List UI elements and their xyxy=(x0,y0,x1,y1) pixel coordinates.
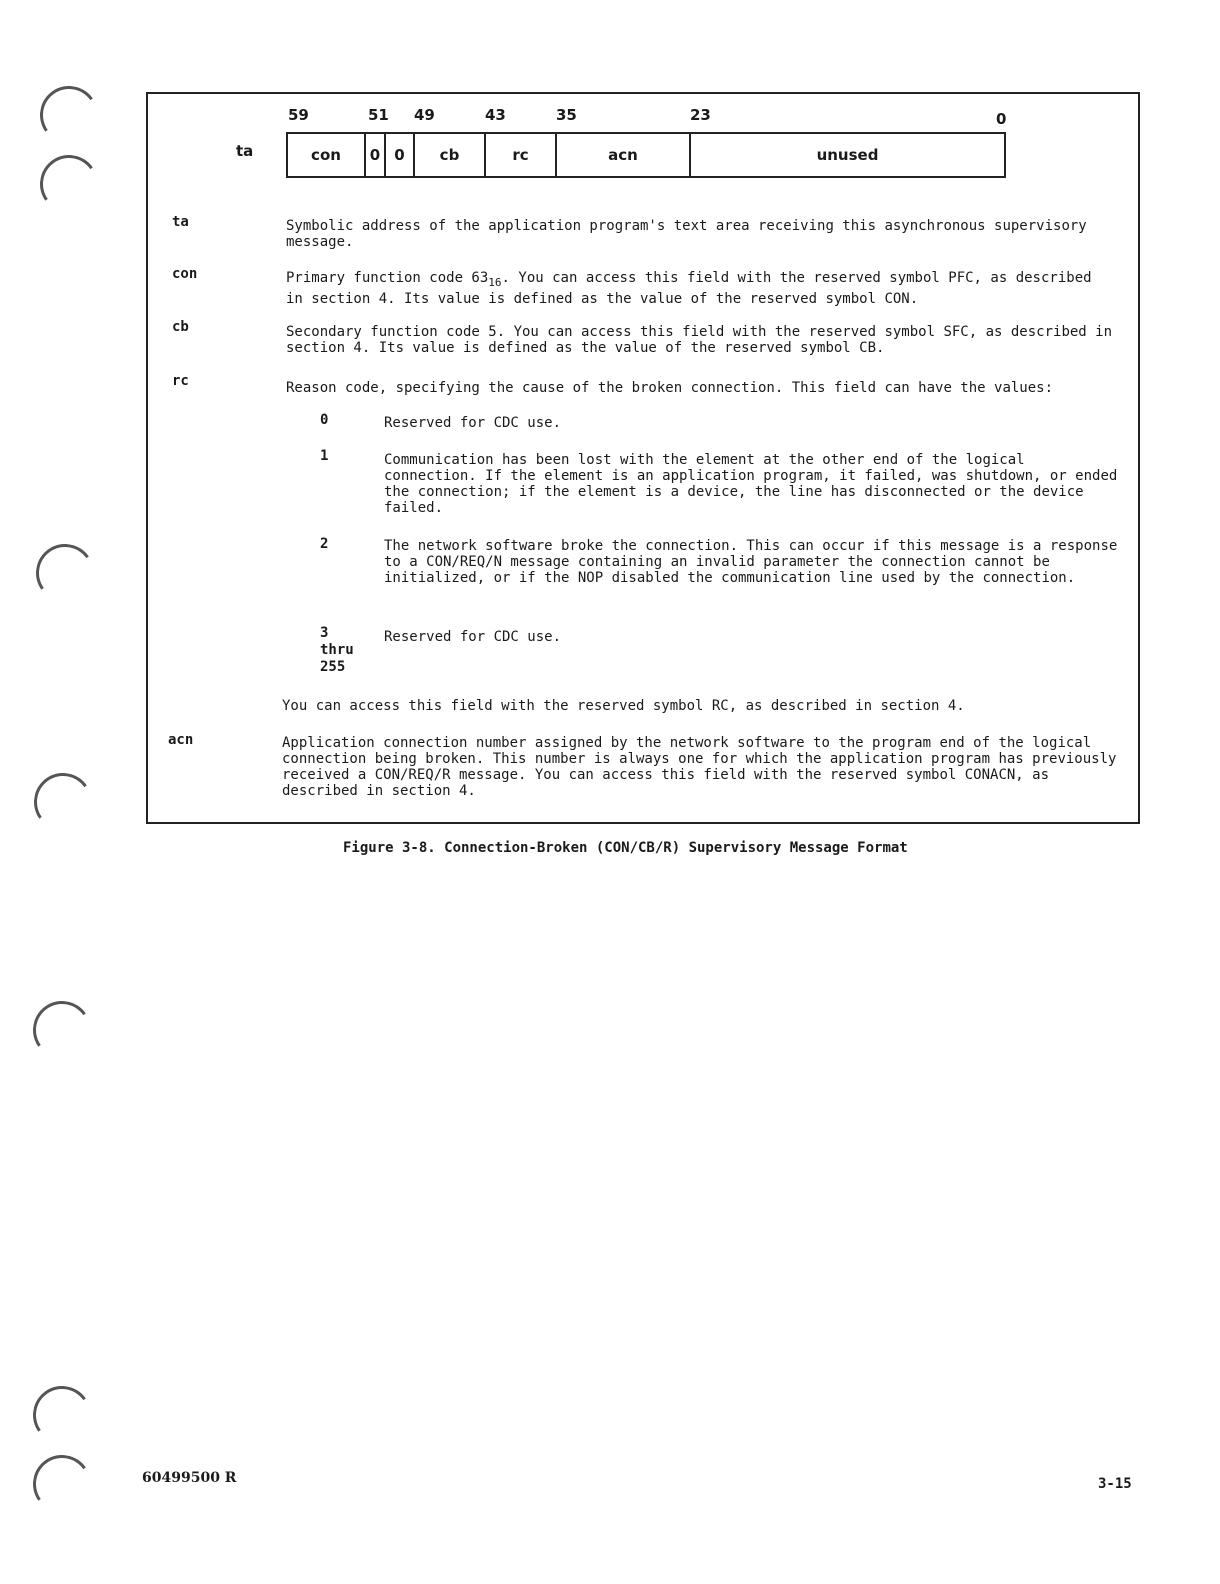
field-acn: acn xyxy=(557,134,691,176)
field-con: con xyxy=(288,134,366,176)
definition-con-text: . You can access this field with the reserved symbol PFC, as described in section 4. Its value is defined as the value of the reserved symbol CON. xyxy=(286,270,1092,307)
field-cb: cb xyxy=(415,134,486,176)
bit-label: 35 xyxy=(556,106,577,124)
bit-label: 49 xyxy=(414,106,435,124)
binder-hole xyxy=(28,996,95,1063)
page-number: 3-15 xyxy=(1098,1476,1132,1492)
definition-con-text: Primary function code 63 xyxy=(286,270,489,286)
reason-code: 1 xyxy=(320,448,329,464)
reason-code: 0 xyxy=(320,412,329,428)
term-con: con xyxy=(172,266,198,282)
field-unused: unused xyxy=(816,146,879,164)
definition-cb: Secondary function code 5. You can access this field with the reserved symbol SFC, as described in section 4. Its value is defined as the value of the reserved symbol CB. xyxy=(286,324,1113,356)
reason-code-description: Reserved for CDC use. xyxy=(384,415,562,431)
figure-caption: Figure 3-8. Connection-Broken (CON/CB/R) Supervisory Message Format xyxy=(343,840,908,856)
document-number: 60499500 R xyxy=(142,1470,237,1486)
bit-label: 23 xyxy=(690,106,711,124)
term-ta: ta xyxy=(172,214,189,230)
bit-label: 51 xyxy=(368,106,389,124)
field-zero: 0 xyxy=(366,134,386,176)
binder-hole xyxy=(28,1381,95,1448)
field-zero: 0 xyxy=(386,134,415,176)
figure-frame xyxy=(146,92,1140,824)
binder-hole xyxy=(35,150,102,217)
bit-label: 43 xyxy=(485,106,506,124)
reason-code: 2 xyxy=(320,536,329,552)
reason-code-description: Communication has been lost with the element at the other end of the logical connection. If the element is an application program, it failed, was shutdown, or ended the connection; if the element is a device, the line has disconnected or the device failed. xyxy=(384,452,1118,516)
bit-label: 59 xyxy=(288,106,309,124)
binder-hole xyxy=(31,539,98,606)
reason-code-description: Reserved for CDC use. xyxy=(384,629,562,645)
binder-hole xyxy=(28,1450,95,1517)
hex-subscript: 16 xyxy=(488,276,502,289)
definition-ta: Symbolic address of the application program's text area receiving this asynchronous supervisory message. xyxy=(286,218,1087,250)
binder-hole xyxy=(35,81,102,148)
definition-acn: Application connection number assigned by the network software to the program end of the logical connection being broken. This number is always one for which the application program has previously received a CON/REQ/R message. You can access this field with the reserved symbol CONACN, as described in section 4. xyxy=(282,735,1117,799)
field-rc: rc xyxy=(486,134,557,176)
term-acn: acn xyxy=(168,732,194,748)
reason-code: 3 thru 255 xyxy=(320,625,354,675)
term-cb: cb xyxy=(172,319,189,335)
bit-label: 0 xyxy=(996,110,1007,128)
term-rc: rc xyxy=(172,373,189,389)
definition-rc-outro: You can access this field with the reserved symbol RC, as described in section 4. xyxy=(282,698,965,714)
reason-code-description: The network software broke the connection. This can occur if this message is a response to a CON/REQ/N message containing an invalid parameter the connection cannot be initialized, or if the NOP disabled the communication line used by the connection. xyxy=(384,538,1118,586)
message-word xyxy=(286,132,1006,178)
word-row-label: ta xyxy=(236,142,254,160)
definition-con xyxy=(286,270,1116,307)
definition-rc-intro: Reason code, specifying the cause of the broken connection. This field can have the values: xyxy=(286,380,1054,396)
binder-hole xyxy=(29,768,96,835)
